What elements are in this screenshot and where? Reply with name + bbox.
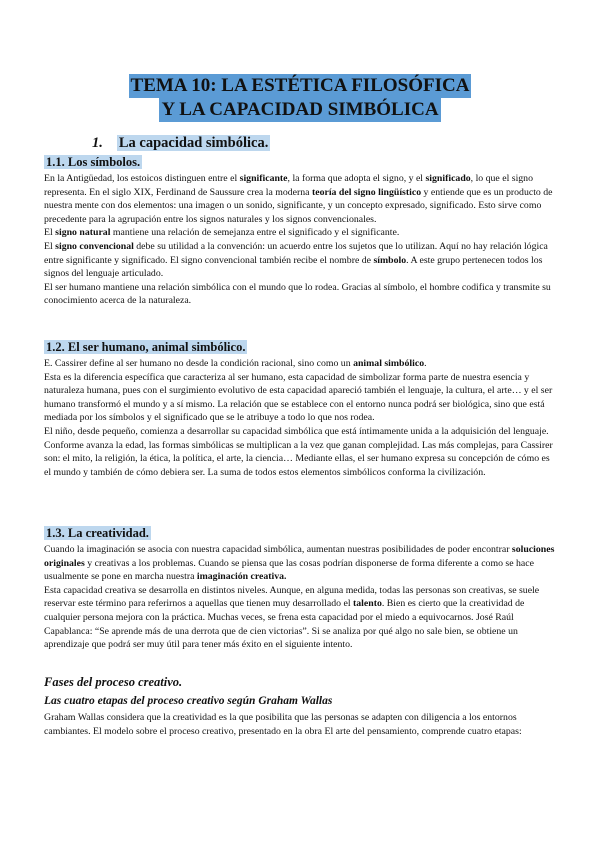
paragraph: Graham Wallas considera que la creatividad es la que posibilita que las personas se adapten con diligencia a los entornos cambiantes. El modelo sobre el proceso creativo, presentado en la obra El arte del pensamiento, comprende cuatro etapas:	[44, 712, 522, 737]
fases-heading: Fases del proceso creativo.	[44, 675, 183, 689]
paragraph: En la Antigüedad, los estoicos distinguen entre el significante, la forma que adopta el signo, y el significado, lo que el signo representa. En el siglo XIX, Ferdinand de Saussure crea la moderna teoría del signo lingüístico y entiende que es un producto de nuestra mente con dos elementos: una imagen o un sonido, significante, y un concepto expresado, significado. Esto sirve como precedente para la agrupación entre los signos naturales y los signos convencionales.	[44, 173, 553, 225]
paragraph: Cuando la imaginación se asocia con nuestra capacidad simbólica, aumentan nuestras posibilidades de poder encontrar soluciones originales y creativas a los problemas. Cuando se piensa que las cosas podrían disponerse de forma diferente a como se hace usualmente se pone en marcha nuestra imaginación creativa.	[44, 544, 555, 583]
paragraph: E. Cassirer define al ser humano no desde la condición racional, sino como un animal simbólico.	[44, 358, 427, 369]
section-1-3-heading: 1.3. La creatividad.	[46, 526, 149, 540]
paragraph: El signo natural mantiene una relación de semejanza entre el significado y el significante.	[44, 227, 400, 239]
section-1-1-heading: 1.1. Los símbolos.	[46, 155, 141, 169]
paragraph: El signo convencional debe su utilidad a la convención: un acuerdo entre los sujetos que lo utilizan. Aquí no hay relación lógica entre significante y significado. El signo convencional también recibe el nombre de símbolo. A este grupo pertenecen todos los signos del lenguaje articulado.	[44, 240, 548, 280]
paragraph: Esta capacidad creativa se desarrolla en distintos niveles. Aunque, en alguna medida, todas las personas son creativas, se suele reservar este término para referirnos a aquellas que tienen muy desarrollado el talento. Bien es cierto que la creatividad de cualquier persona mejora con la práctica. Muchas veces, se frena esta capacidad por el miedo a equivocarnos. José Raúl Capablanca: “Se aprende más de una derrota que de cien victorias”. Si se analiza por qué algo no sale bien, se obtiene un aprendizaje que podrá ser muy útil para tener más éxito en el siguiente intento.	[44, 584, 540, 651]
section-1-3-body	[44, 543, 556, 652]
fases-body	[44, 711, 556, 738]
paragraph: El niño, desde pequeño, comienza a desarrollar su capacidad simbólica que está íntimamente unida a la adquisición del lenguaje. Conforme avanza la edad, las formas simbólicas se multiplican a la vez que ganan complejidad. Las más complejas, para Cassirer son: el mito, la religión, la ética, la política, el arte, la ciencia… Mediante ellas, el ser humano expresa su concepción de cómo es el mundo y también de cómo debiera ser. La suma de todos estos elementos simbólicos conforma la civilización.	[44, 425, 553, 478]
paragraph: Esta es la diferencia específica que caracteriza al ser humano, esta capacidad de simbolizar forma parte de nuestra esencia y naturaleza humana, pues con el surgimiento evolutivo de esta capacidad apareció también el lenguaje, la cultura, el arte… y el ser humano transformó el mundo y a sí mismo. La relación que se establece con el entorno nunca podrá ser biológica, sino que está mediada por los símbolos y el significado que se le atribuye a todo lo que nos rodea.	[44, 371, 553, 424]
paragraph: El ser humano mantiene una relación simbólica con el mundo que lo rodea. Gracias al símbolo, el hombre codifica y transmite su conocimiento acerca de la naturaleza.	[44, 281, 551, 307]
section-1-number: 1.	[92, 135, 103, 151]
document-title	[0, 74, 600, 122]
section-1-2-body	[44, 357, 556, 479]
section-1-heading	[92, 133, 270, 153]
section-1-1-body	[44, 172, 556, 308]
section-1-2-heading: 1.2. El ser humano, animal simbólico.	[46, 340, 246, 354]
fases-subheading: Las cuatro etapas del proceso creativo según Graham Wallas	[44, 695, 333, 707]
title-line-2: Y LA CAPACIDAD SIMBÓLICA	[161, 99, 439, 120]
section-1-label: La capacidad simbólica.	[118, 135, 269, 151]
title-line-1: TEMA 10: LA ESTÉTICA FILOSÓFICA	[130, 75, 470, 96]
